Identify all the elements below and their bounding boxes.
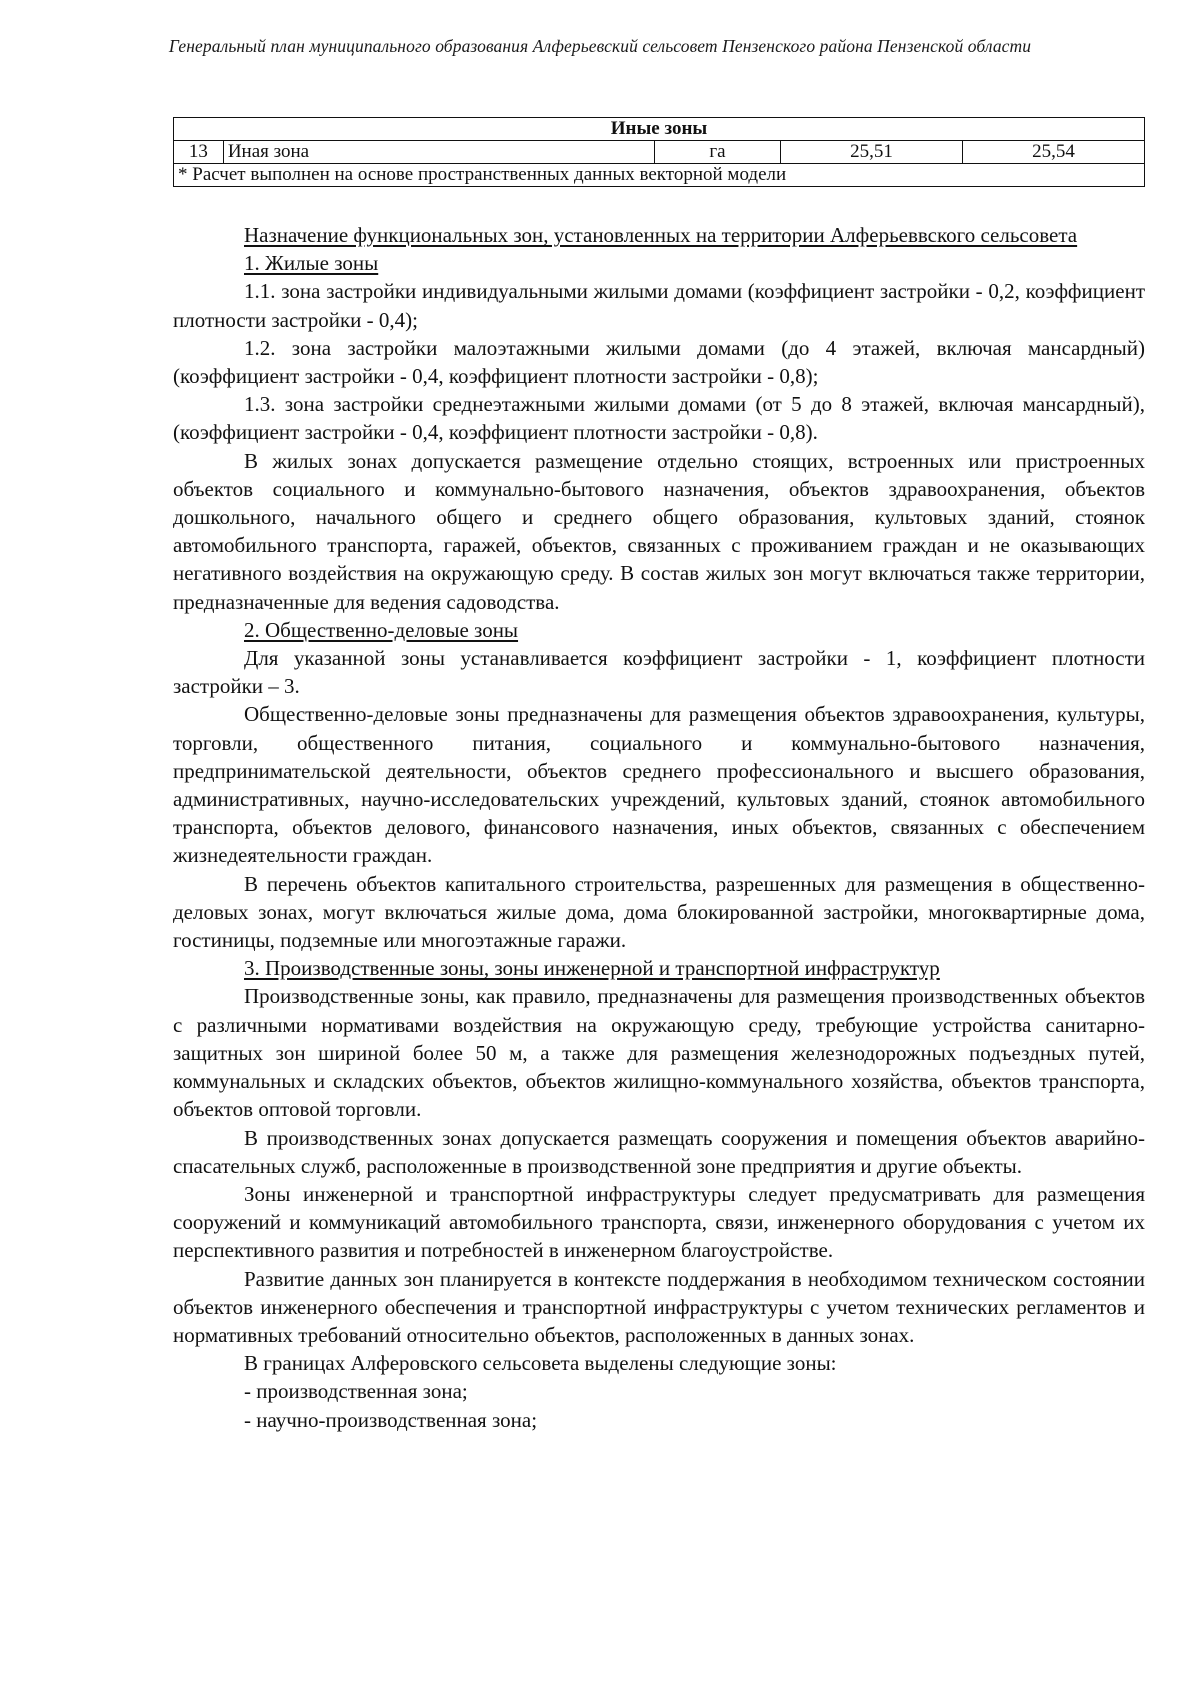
table-footnote-row (174, 164, 1145, 187)
paragraph: Зоны инженерной и транспортной инфраструктуры следует предусматривать для размещения сооружений и коммуникаций автомобильного транспорта, связи, инженерного оборудования с учетом их перспективного развития и потребностей в инженерном благоустройстве. (173, 1181, 1145, 1263)
paragraph: 1.2. зона застройки малоэтажными жилыми домами (до 4 этажей, включая мансардный) (коэффициент застройки - 0,4, коэффициент плотности застройки - 0,8); (173, 335, 1145, 389)
cell-name: Иная зона (223, 141, 654, 164)
table-footnote: * Расчет выполнен на основе пространственных данных векторной модели (174, 164, 1145, 187)
paragraph: В производственных зонах допускается размещать сооружения и помещения объектов аварийно-спасательных служб, расположенные в производственной зоне предприятия и другие объекты. (173, 1125, 1145, 1178)
subsection-title-public-business (173, 616, 1145, 644)
paragraph: Для указанной зоны устанавливается коэффициент застройки - 1, коэффициент плотности застройки – 3. (173, 646, 1145, 699)
cell-value-2: 25,54 (962, 141, 1144, 164)
subsection-title-industrial (173, 954, 1145, 982)
zones-table (173, 117, 1145, 187)
paragraph: Общественно-деловые зоны предназначены для размещения объектов здравоохранения, культуры, торговли, общественного питания, социального и коммунально-бытового назначения, предпринимательской деятельности, объектов среднего профессионального и высшего образования, административных, научно-исследовательских учреждений, культовых зданий, стоянок автомобильного транспорта, объектов делового, финансового назначения, иных объектов, связанных с обеспечением жизнедеятельности граждан. (173, 702, 1145, 868)
paragraph: Развитие данных зон планируется в контексте поддержания в необходимом техническом состоянии объектов инженерного обеспечения и транспортной инфраструктуры с учетом технических регламентов и нормативных требований относительно объектов, расположенных в данных зонах. (173, 1266, 1145, 1347)
paragraph: В границах Алферовского сельсовета выделены следующие зоны: (244, 1351, 837, 1376)
table-row (174, 141, 1145, 164)
table-section-row (174, 118, 1145, 141)
section-heading-text: Назначение функциональных зон, установленных на территории Алферьеввского сельсовета (244, 223, 1078, 247)
list-item: - научно-производственная зона; (244, 1407, 538, 1432)
subsection-title-residential (173, 249, 1145, 277)
paragraph: 1.1. зона застройки индивидуальными жилыми домами (коэффициент застройки - 0,2, коэффициент плотности застройки - 0,4); (173, 279, 1145, 332)
cell-unit: га (654, 141, 780, 164)
subsection-title-industrial-text: 3. Производственные зоны, зоны инженерной и транспортной инфраструктур (244, 956, 940, 981)
table-section-title: Иные зоны (174, 118, 1145, 141)
cell-num: 13 (174, 141, 224, 164)
paragraph: Производственные зоны, как правило, предназначены для размещения производственных объектов с различными нормативами воздействия на окружающую среду, требующие устройства санитарно-защитных зон шириной более 50 м, а также для размещения железнодорожных подъездных путей, коммунальных и складских объектов, объектов жилищно-коммунального хозяйства, объектов транспорта, объектов оптовой торговли. (173, 984, 1145, 1122)
subsection-title-public-business-text: 2. Общественно-деловые зоны (244, 617, 519, 642)
running-header: Генеральный план муниципального образования Алферьевский сельсовет Пензенского района Пензенской области (168, 36, 1032, 56)
section-heading (173, 221, 1145, 249)
cell-value-1: 25,51 (780, 141, 962, 164)
subsection-title-residential-text: 1. Жилые зоны (244, 251, 379, 276)
list-item: - производственная зона; (244, 1379, 468, 1404)
paragraph: В жилых зонах допускается размещение отдельно стоящих, встроенных или пристроенных объектов социального и коммунально-бытового назначения, объектов здравоохранения, объектов дошкольного, начального общего и среднего общего образования, культовых зданий, стоянок автомобильного транспорта, гаражей, объектов, связанных с проживанием граждан и не оказывающих негативного воздействия на окружающую среду. В состав жилых зон могут включаться также территории, предназначенные для ведения садоводства. (173, 448, 1145, 614)
paragraph: 1.3. зона застройки среднеэтажными жилыми домами (от 5 до 8 этажей, включая мансардный), (коэффициент застройки - 0,4, коэффициент плотности застройки - 0,8). (173, 392, 1145, 445)
paragraph: В перечень объектов капитального строительства, разрешенных для размещения в общественно-деловых зонах, могут включаться жилые дома, дома блокированной застройки, многоквартирные дома, гостиницы, подземные или многоэтажные гаражи. (173, 871, 1145, 953)
document-body (173, 221, 1145, 1434)
